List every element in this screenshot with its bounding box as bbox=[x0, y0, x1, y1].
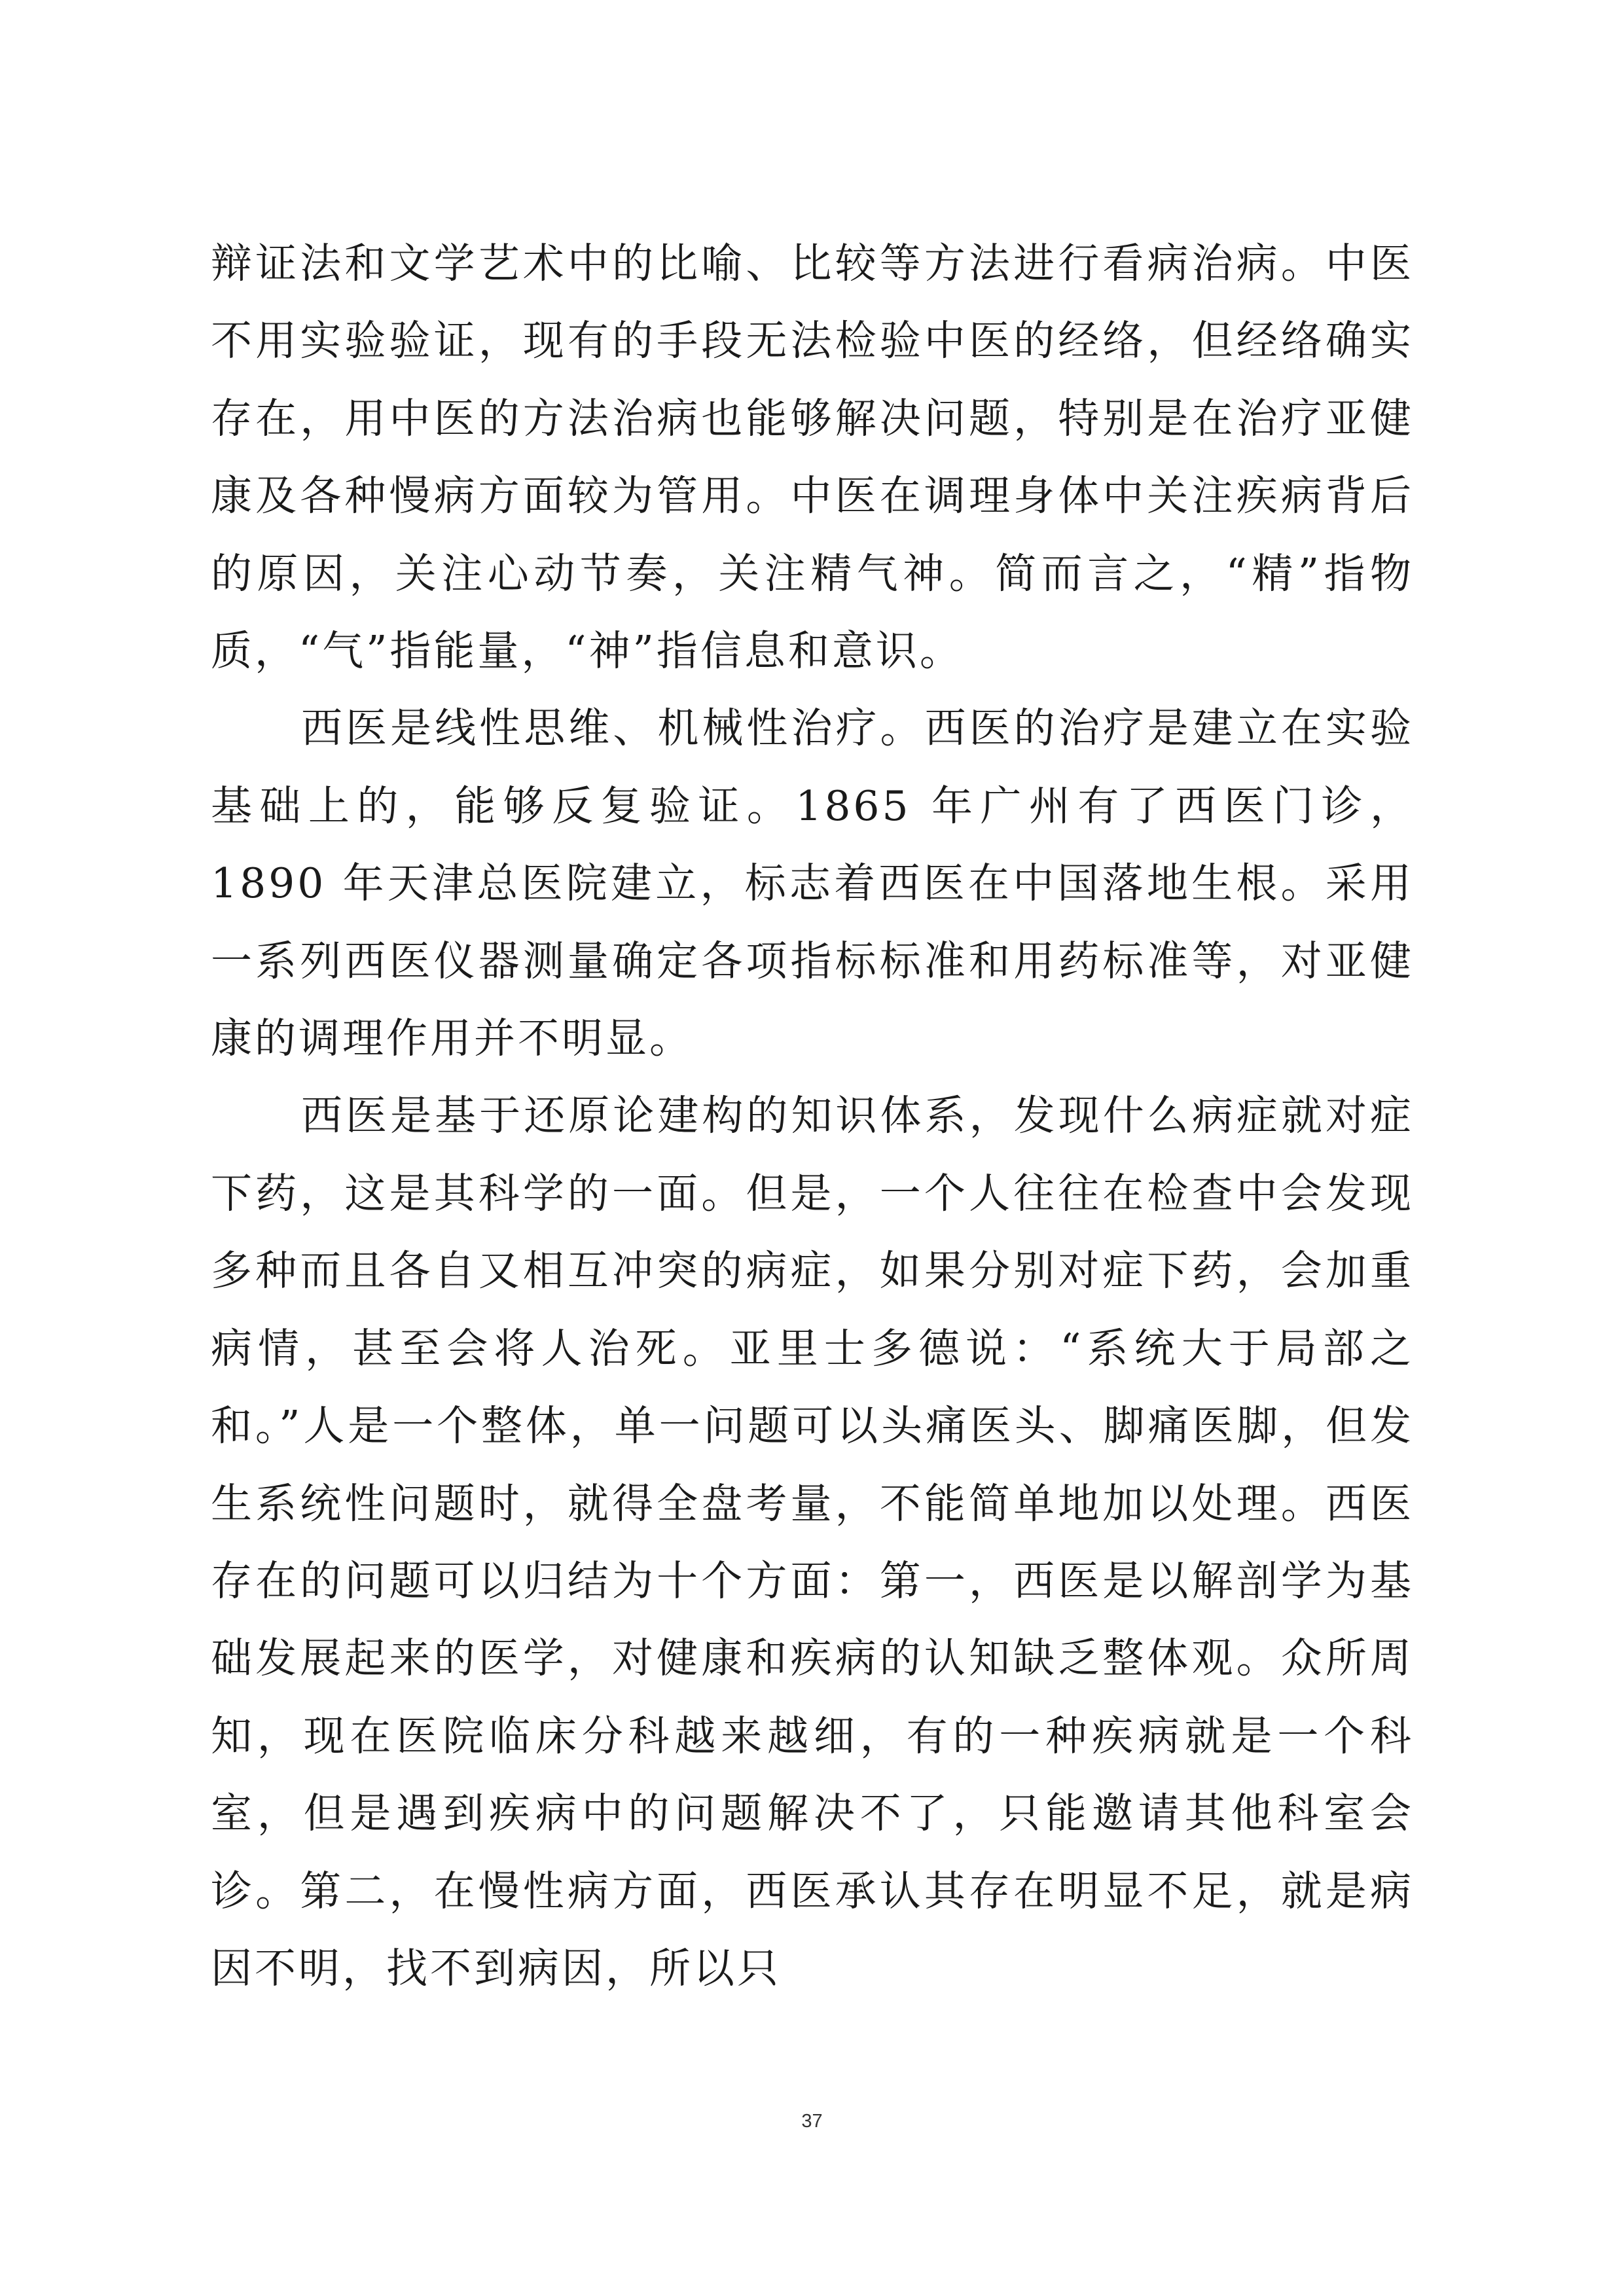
paragraph-continuation: 辩证法和文学艺术中的比喻、比较等方法进行看病治病。中医不用实验验证，现有的手段无法检验中医的经络，但经络确实存在，用中医的方法治病也能够解决问题，特别是在治疗亚健康及各种慢病方面较为管用。中医在调理身体中关注疾病背后的原因，关注心动节奏，关注精气神。简而言之，“精”指物质，“气”指能量，“神”指信息和意识。 bbox=[211, 240, 1414, 675]
paragraph-western-medicine-reductionism: 西医是基于还原论建构的知识体系，发现什么病症就对症下药，这是其科学的一面。但是，一个人往往在检查中会发现多种而且各自又相互冲突的病症，如果分别对症下药，会加重病情，甚至会将人治死。亚里士多德说：“系统大于局部之和。”人是一个整体，单一问题可以头痛医头、脚痛医脚，但发生系统性问题时，就得全盘考量，不能简单地加以处理。西医存在的问题可以归结为十个方面：第一，西医是以解剖学为基础发展起来的医学，对健康和疾病的认知缺乏整体观。众所周知，现在医院临床分科越来越细，有的一种疾病就是一个科室，但是遇到疾病中的问题解决不了，只能邀请其他科室会诊。第二，在慢性病方面，西医承认其存在明显不足，就是病因不明，找不到病因，所以只 bbox=[211, 1092, 1414, 1992]
paragraph-western-medicine-linear: 西医是线性思维、机械性治疗。西医的治疗是建立在实验基础上的，能够反复验证。1865 年广州有了西医门诊，1890 年天津总医院建立，标志着西医在中国落地生根。采用一系列西医仪器测量确定各项指标标准和用药标准等，对亚健康的调理作用并不明显。 bbox=[211, 704, 1414, 1063]
page-number: 37 bbox=[801, 2111, 823, 2132]
body-text bbox=[211, 225, 1414, 2007]
